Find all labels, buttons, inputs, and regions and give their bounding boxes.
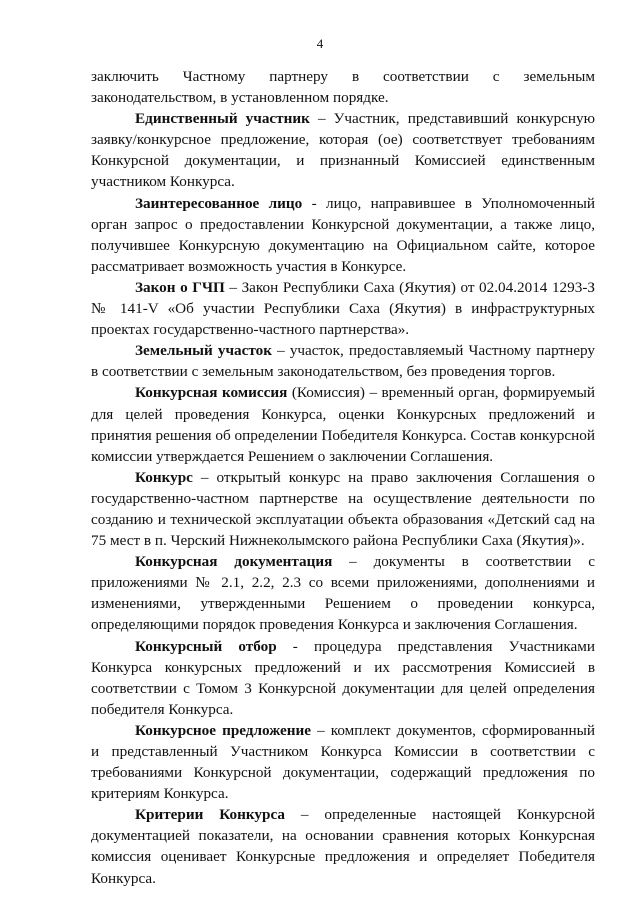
definition-tender-commission [91,382,595,466]
definition-text: лицо, направившее в Уполномоченный орган запрос о предоставлении Конкурсной документации, а также лицо, получившее Конкурсную документацию на Официальном сайте, которое рассматривает возможность участия в Конкурсе. [91,194,596,275]
definition-tender [91,467,595,551]
definition-separator: – [271,342,290,360]
definition-text: участок, предоставляемый Частному партнеру в соответствии с земельным законодательством, без проведения торгов. [91,342,595,381]
definition-separator: – [309,110,334,128]
definition-text: определенные настоящей Конкурсной документацией показатели, на основании сравнения которых Конкурсная комиссия оценивает Конкурсные предложения и определяет Победителя Конкурса. [91,806,595,887]
definition-term: Единственный участник [135,110,310,128]
definition-text: Закон Республики Саха (Якутия) от 02.04.2014 1293-З № 141-V «Об участии Республики Саха (Якутия) в инфраструктурных проектах государственно-частного партнерства». [91,278,595,339]
definition-separator: - [302,194,327,212]
definition-separator: – [311,721,331,739]
definition-term: Конкурсная документация [135,553,333,571]
definition-term: Конкурсная комиссия [135,384,288,402]
definition-term: Конкурсный отбор [135,637,277,655]
definition-term: Закон о ГЧП [135,278,225,296]
definition-term: Земельный участок [135,342,272,360]
paragraph-continuation [91,66,595,108]
definition-interested-party [91,193,595,277]
definition-ppp-law [91,277,595,340]
definition-term: Конкурсное предложение [135,721,312,739]
definition-text: (Комиссия) – временный орган, формируемый для целей проведения Конкурса, оценки Конкурсных предложений и принятия решения об определении Победителя Конкурса. Состав конкурсной комиссии утверждается Решением о заключении Соглашения. [91,384,595,465]
definition-text: Участник, представивший конкурсную заявку/конкурсное предложение, которая (ое) соответствует требованиям Конкурсной документации, и признанный Комиссией единственным участником Конкурса. [91,110,595,191]
definition-separator: – [192,468,217,486]
definition-text: процедура представления Участниками Конкурса конкурсных предложений и их рассмотрения Комиссией в соответствии с Томом 3 Конкурсной документации для целей определения победителя Конкурса. [91,637,595,718]
definition-sole-participant [91,108,595,192]
definition-term: Конкурс [135,468,193,486]
definition-separator: - [276,637,314,655]
page-number: 4 [316,36,324,51]
definition-tender-criteria [91,804,595,888]
definition-tender-documentation [91,551,595,635]
definition-text: открытый конкурс на право заключения Соглашения о государственно-частном партнерстве на осуществление деятельности по созданию и технической эксплуатации объекта образования «Детский сад на 75 мест в п. Черский Нижнеколымского района Республики Саха (Якутия)». [91,468,595,550]
paragraph-text: заключить Частному партнеру в соответствии с земельным законодательством, в установленном порядке. [91,68,595,107]
definition-text: документы в соответствии с приложениями № 2.1, 2.2, 2.3 со всеми приложениями, дополнениями и изменениями, утвержденными Решением о проведении конкурса, определяющими порядок проведения Конкурса и заключения Соглашения. [91,553,595,634]
document-body [91,66,595,889]
definition-land-plot [91,340,595,382]
definition-separator: – [332,553,374,571]
definition-term: Критерии Конкурса [135,806,285,824]
definition-tender-proposal [91,720,595,804]
definition-separator: – [224,278,242,296]
definition-term: Заинтересованное лицо [135,194,303,212]
definition-tender-selection [91,636,595,720]
definition-text: комплект документов, сформированный и представленный Участником Конкурса Комиссии в соответствии с требованиями Конкурсной документации, содержащий предложения по критериям Конкурса. [91,721,595,803]
definition-separator: – [284,806,325,824]
